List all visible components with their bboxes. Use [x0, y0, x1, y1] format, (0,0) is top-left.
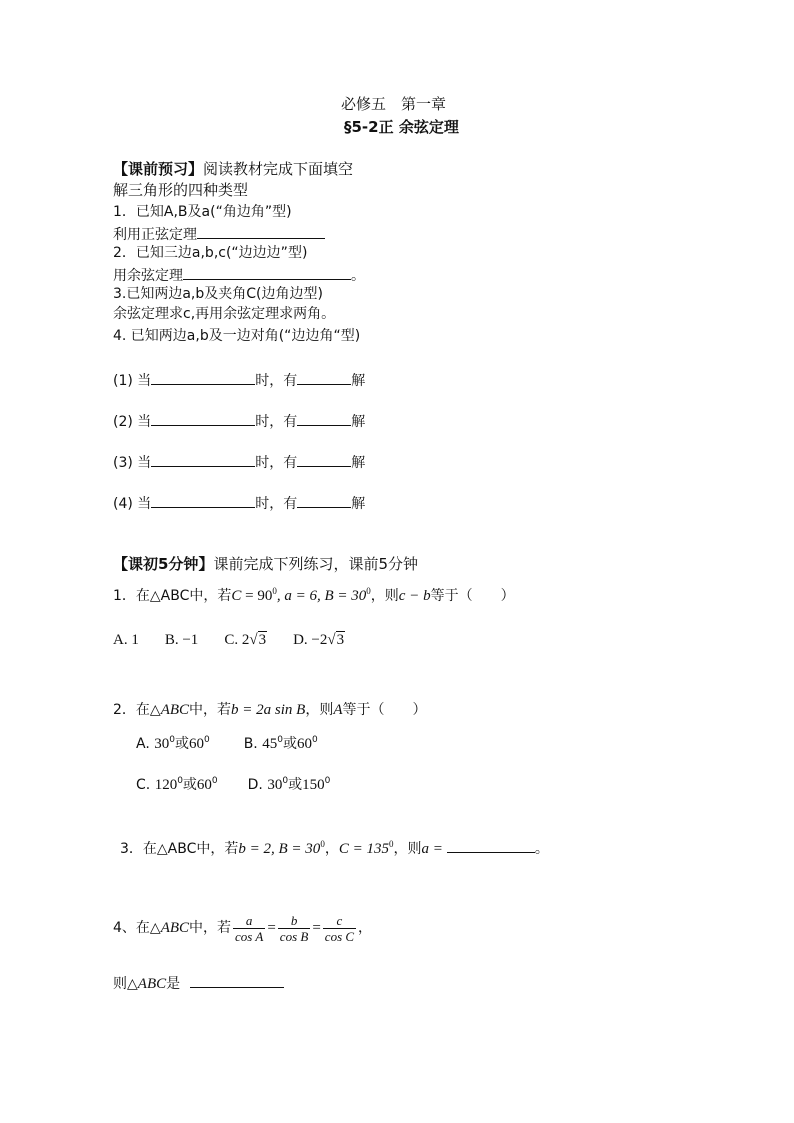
question-3	[120, 838, 549, 858]
q2-options-row-1	[136, 735, 318, 753]
q2-options-row-2	[136, 776, 330, 794]
q3-separator: ，	[324, 841, 339, 857]
case-mid: 时，有	[255, 373, 298, 389]
q2-prefix: 2．在△	[113, 702, 161, 718]
item2-blank[interactable]	[183, 265, 351, 280]
q1-suffix: 等于（ ）	[430, 588, 515, 604]
q4-equals: =	[267, 920, 276, 936]
q4-end: ，	[358, 920, 373, 936]
case-label: (2) 当	[113, 414, 152, 430]
q3-condition-2: $C = 135^0$	[338, 839, 394, 857]
case-condition-blank[interactable]	[151, 452, 255, 467]
preview-item-1-line	[113, 224, 325, 244]
preview-subtitle: 解三角形的四种类型	[113, 181, 249, 199]
case-end: 解	[351, 496, 366, 512]
q4-mid: 中，若	[189, 920, 232, 936]
course-heading: 必修五 第一章	[341, 95, 447, 113]
q1-option-d[interactable]: D. −2√3	[293, 632, 345, 648]
item1-label: 利用正弦定理	[113, 227, 197, 243]
q2-condition: b = 2a sin B	[231, 702, 306, 718]
case-label: (1) 当	[113, 373, 152, 389]
case-condition-blank[interactable]	[151, 370, 255, 385]
preview-item-2-line	[113, 265, 365, 285]
case-end: 解	[351, 455, 366, 471]
preview-item-3-line: 余弦定理求c,再用余弦定理求两角。	[113, 306, 336, 322]
q2-option-a[interactable]: A. $30^0$或$60^0$	[136, 735, 210, 752]
q2-mid2: ，则	[305, 702, 334, 718]
q4-fraction-b: $\frac{b}{\text{cos B}}$	[279, 912, 309, 944]
case-mid: 时，有	[255, 414, 298, 430]
q4-line2-mid: 是	[166, 976, 181, 992]
q3-prefix: 3．在△ABC中，若	[120, 841, 239, 857]
case-row	[113, 411, 365, 431]
q3-variable: a =	[421, 841, 443, 857]
q1-option-b[interactable]: B. −1	[164, 632, 199, 648]
case-end: 解	[351, 414, 366, 430]
case-count-blank[interactable]	[297, 411, 351, 426]
q2-variable: A	[333, 702, 343, 718]
item1-blank[interactable]	[197, 224, 325, 239]
q2-suffix: 等于（ ）	[342, 702, 427, 718]
q1-option-a[interactable]: A. 1	[113, 632, 139, 648]
q4-line2-prefix: 则△	[113, 976, 138, 992]
case-condition-blank[interactable]	[151, 493, 255, 508]
preview-item-4: 4. 已知两边a,b及一边对角(“边边角“型)	[113, 328, 361, 344]
question-1	[113, 587, 515, 605]
case-label: (4) 当	[113, 496, 152, 512]
case-mid: 时，有	[255, 455, 298, 471]
case-count-blank[interactable]	[297, 452, 351, 467]
case-label: (3) 当	[113, 455, 152, 471]
q2-option-d[interactable]: D. $30^0$或$150^0$	[247, 776, 331, 793]
case-count-blank[interactable]	[297, 493, 351, 508]
q2-option-c[interactable]: C. $120^0$或$60^0$	[136, 776, 218, 793]
preview-item-2: 2．已知三边a,b,c(“边边边”型)	[113, 245, 308, 261]
q4-prefix: 4、在△	[113, 920, 161, 936]
q1-mid: ，则	[370, 588, 399, 604]
q4-fraction-c: $\frac{c}{\text{cos C}}$	[324, 912, 355, 944]
warmup-intro: 课前完成下列练习，课前5分钟	[213, 555, 418, 573]
q3-condition: b = 2, $B = 30^0$	[238, 839, 325, 857]
q2-mid1: 中，若	[189, 702, 232, 718]
q4-equals: =	[312, 920, 321, 936]
item2-label: 用余弦定理	[113, 268, 183, 284]
preview-item-3: 3.已知两边a,b及夹角C(边角边型)	[113, 286, 323, 302]
page-title: §5-2正 余弦定理	[344, 118, 459, 136]
q1-expression: c − b	[398, 588, 431, 604]
q3-answer-blank[interactable]	[447, 838, 535, 853]
item2-end: 。	[351, 268, 365, 284]
preview-intro: 阅读教材完成下面填空	[203, 160, 354, 178]
case-row	[113, 493, 365, 513]
question-4-line-2	[113, 973, 284, 993]
q4-triangle: ABC	[160, 920, 190, 936]
case-end: 解	[351, 373, 366, 389]
q1-options	[113, 631, 345, 649]
q4-fraction-a: $\frac{a}{\text{cos A}}$	[235, 912, 264, 944]
question-2	[113, 701, 427, 719]
q4-line2-triangle: ABC	[137, 976, 167, 992]
case-condition-blank[interactable]	[151, 411, 255, 426]
q1-option-c[interactable]: C. 2√3	[224, 632, 267, 648]
case-row	[113, 452, 365, 472]
preview-header	[113, 160, 353, 178]
q2-triangle: ABC	[160, 702, 190, 718]
preview-item-1: 1．已知A,B及a(“角边角”型)	[113, 204, 292, 220]
q4-answer-blank[interactable]	[190, 973, 284, 988]
q1-prefix: 1．在△ABC中，若	[113, 588, 232, 604]
case-row	[113, 370, 365, 390]
q1-condition: $C = 90^0$, a = 6, $B = 30^0$	[231, 586, 371, 604]
q3-suffix: 。	[534, 841, 549, 857]
q3-mid: ，则	[393, 841, 422, 857]
preview-tag: 【课前预习】	[113, 160, 204, 178]
warmup-tag: 【课初5分钟】	[113, 555, 214, 573]
warmup-header	[113, 555, 418, 573]
case-mid: 时，有	[255, 496, 298, 512]
q2-option-b[interactable]: B. $45^0$或$60^0$	[243, 735, 318, 752]
question-4	[113, 910, 372, 946]
case-count-blank[interactable]	[297, 370, 351, 385]
